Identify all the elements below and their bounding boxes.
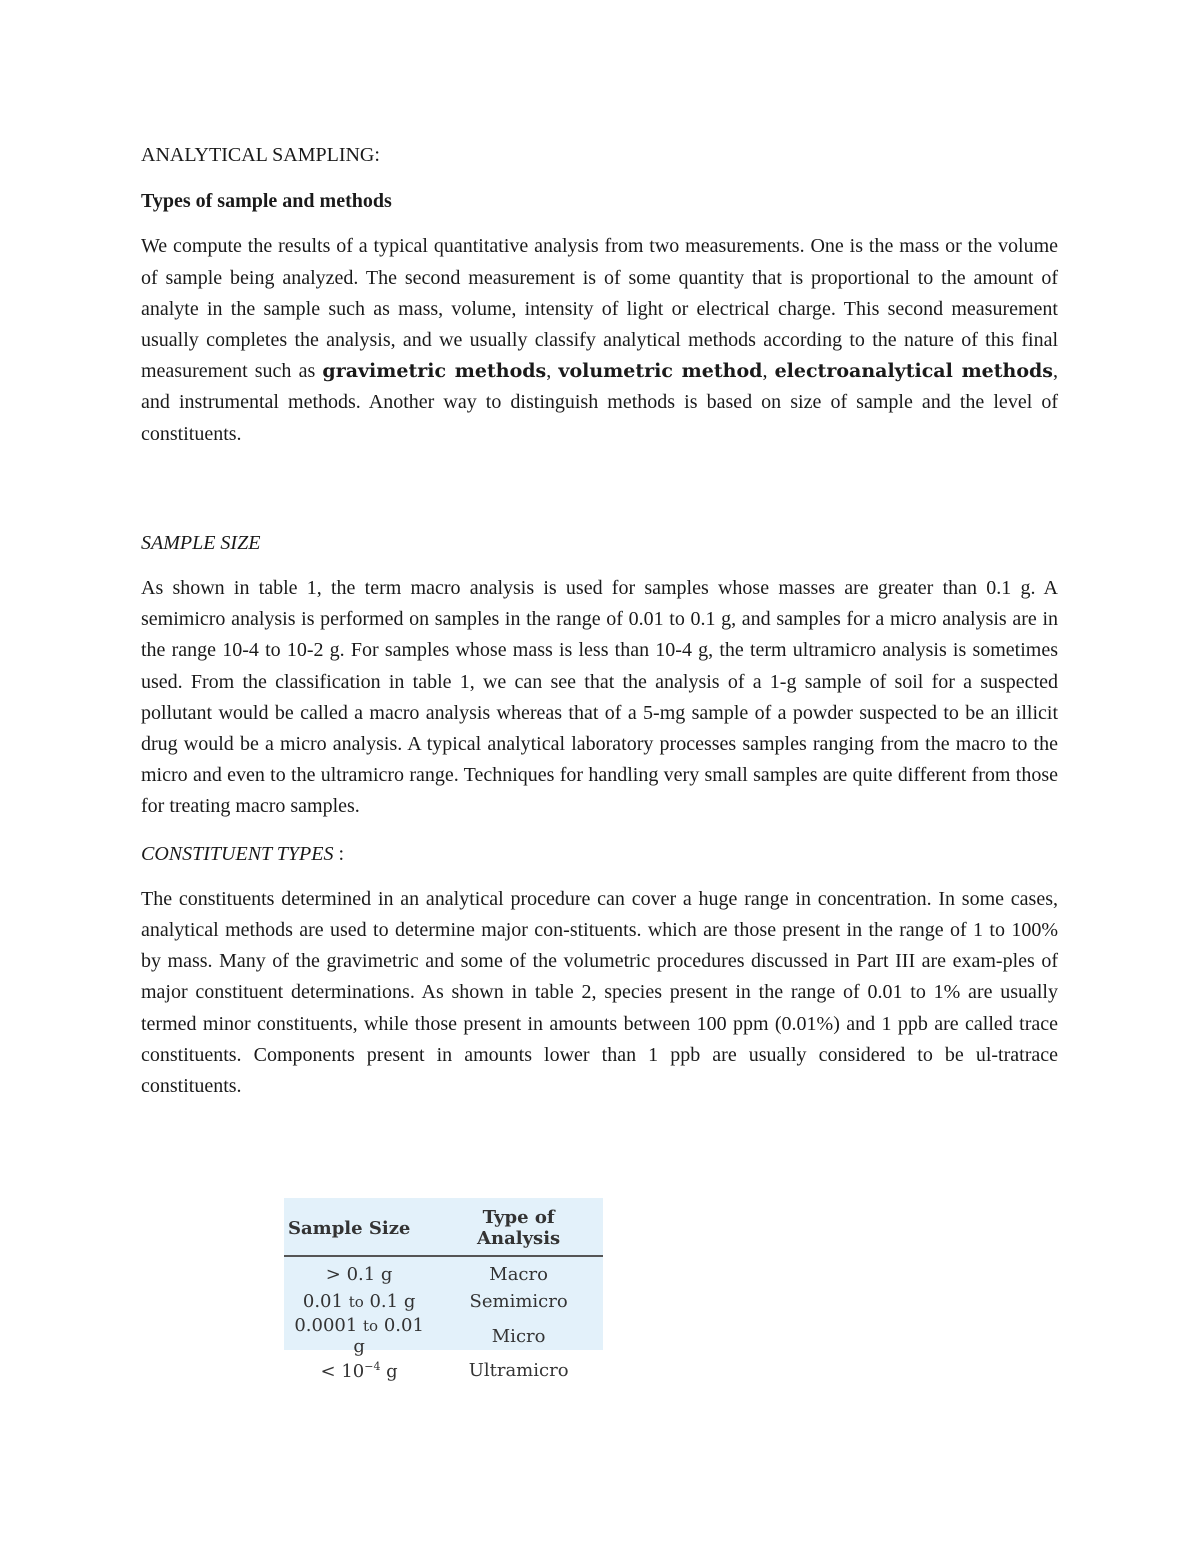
table-row	[284, 1315, 603, 1357]
size-connector: to	[348, 1293, 364, 1311]
sample-size-table	[284, 1198, 603, 1382]
sample-size-heading: SAMPLE SIZE	[141, 531, 261, 554]
constituent-types-heading-suffix: :	[333, 842, 345, 865]
table-header-sample-size: Sample Size	[288, 1217, 411, 1239]
intro-text-2: , and instrumental methods. Another way to distinguish methods is based on size of sample and the level of constituents.	[141, 360, 1059, 445]
table-cell-type: Semimicro	[469, 1291, 568, 1312]
document-page	[141, 140, 1058, 1118]
size-connector: to	[363, 1317, 379, 1335]
bold-term-volumetric: volumetric method	[558, 360, 763, 383]
table-cell-type: Macro	[489, 1264, 548, 1285]
table-cell-size	[284, 1357, 434, 1384]
table-header-type-of-analysis: Type of Analysis	[477, 1207, 561, 1249]
intro-paragraph	[141, 231, 1058, 449]
sample-size-paragraph: As shown in table 1, the term macro analysis is used for samples whose masses are greater than 0.1 g. A semimicro analysis is performed on samples in the range of 0.01 to 0.1 g, and samples for a micro analysis are in the range 10-4 to 10-2 g. For samples whose mass is less than 10-4 g, the term ultramicro analysis is sometimes used. From the classification in table 1, we can see that the analysis of a 1-g sample of soil for a suspected pollutant would be called a macro analysis whereas that of a 5-mg sample of a powder suspected to be an illicit drug would be a micro analysis. A typical analytical laboratory processes samples ranging from the macro to the micro and even to the ultramicro range. Techniques for handling very small samples are quite different from those for treating macro samples.	[141, 577, 1058, 818]
constituent-types-paragraph: The constituents determined in an analytical procedure can cover a huge range in concentration. In some cases, analytical methods are used to determine major con-stituents. which are those present in the range of 1 to 100% by mass. Many of the gravimetric and some of the volumetric procedures discussed in Part III are exam-ples of major constituent determinations. As shown in table 2, species present in the range of 0.01 to 1% are usually termed minor constituents, while those present in amounts between 100 ppm (0.01%) and 1 ppb are called trace constituents. Components present in amounts lower than 1 ppb are usually considered to be ul-tratrace constituents.	[141, 887, 1058, 1098]
size-value-end: g	[380, 1360, 398, 1382]
table-cell-size	[284, 1315, 434, 1357]
table-cell-size	[284, 1288, 434, 1315]
size-value-start: 0.0001	[294, 1315, 364, 1336]
size-value-end: 0.01 g	[353, 1315, 424, 1357]
size-value-start: < 10	[320, 1360, 365, 1382]
intro-text-1: We compute the results of a typical quantitative analysis from two measurements. One is the mass or the volume of sample being analyzed. The second measurement is of some quantity that is proportional to the amount of analyte in the sample such as mass, volume, intensity of light or electrical charge. This second measurement usually completes the analysis, and we usually classify analytical methods according to the nature of this final measurement such as	[141, 235, 1058, 383]
table-cell-size	[284, 1256, 434, 1288]
spacer	[141, 466, 1058, 528]
document-subtitle: Types of sample and methods	[141, 190, 392, 213]
table-cell-type: Micro	[491, 1325, 546, 1347]
table-row	[284, 1357, 603, 1384]
intro-sep-1: ,	[546, 360, 552, 383]
table-row	[284, 1288, 603, 1315]
bold-term-electroanalytical: electroanalytical methods	[774, 360, 1054, 383]
constituent-types-heading	[141, 839, 1058, 870]
bold-term-gravimetric: gravimetric methods	[322, 360, 547, 383]
constituent-types-heading-text: CONSTITUENT TYPES	[141, 842, 334, 865]
size-value: > 0.1 g	[325, 1264, 393, 1285]
table-header-row	[284, 1198, 603, 1256]
document-title: ANALYTICAL SAMPLING:	[141, 144, 380, 166]
size-value-start: 0.01	[302, 1291, 349, 1312]
size-value-end: 0.1 g	[363, 1291, 416, 1312]
table-cell-type: Ultramicro	[468, 1360, 569, 1381]
intro-sep-2: ,	[762, 360, 768, 383]
table-row	[284, 1256, 603, 1288]
size-exponent: −4	[364, 1359, 381, 1373]
